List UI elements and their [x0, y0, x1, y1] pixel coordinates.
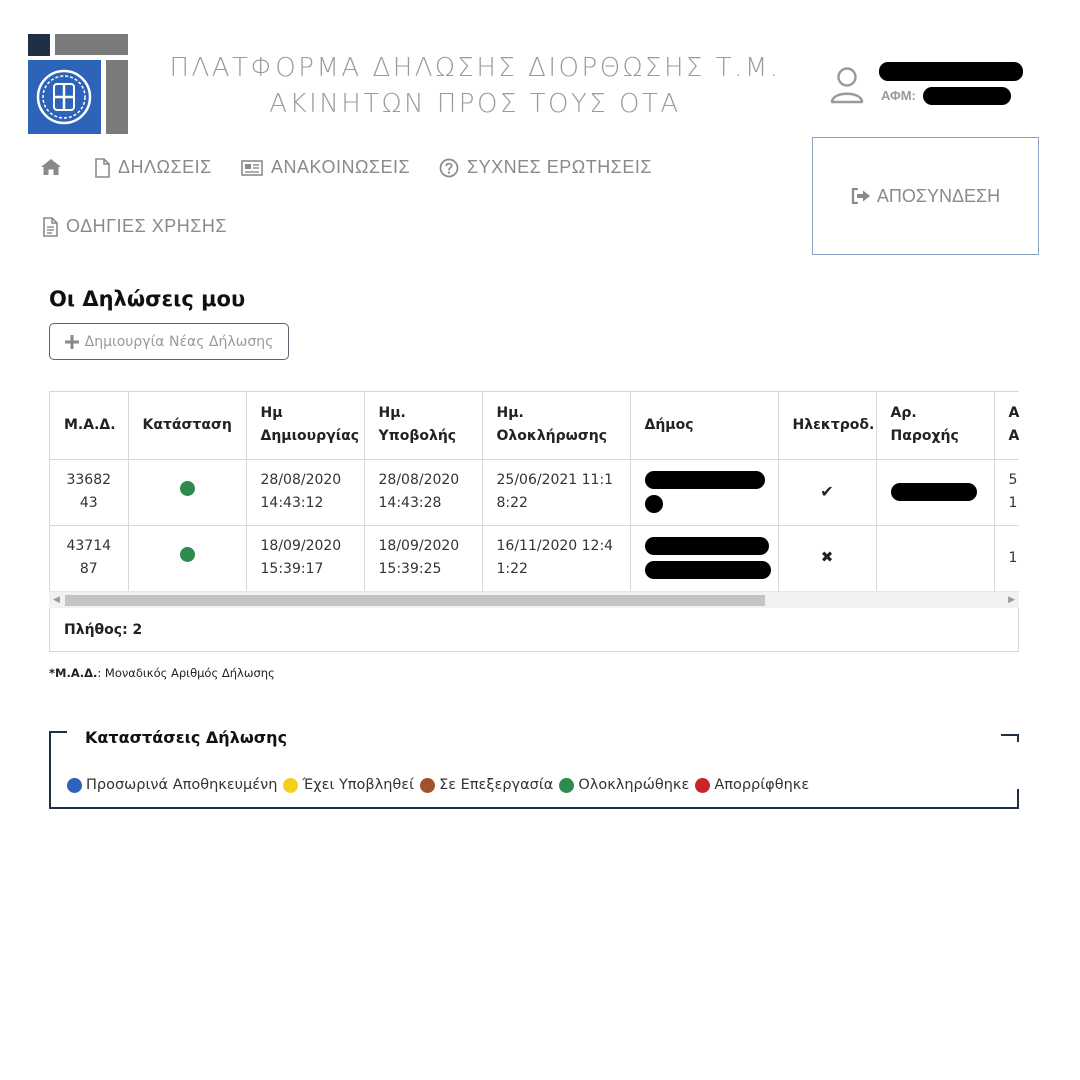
footnote-term: *Μ.Α.Δ. — [49, 666, 98, 680]
legend-item-completed — [559, 777, 689, 793]
cell-electric — [778, 525, 876, 591]
legend-label: Ολοκληρώθηκε — [578, 777, 690, 793]
nav-instructions-label: ΟΔΗΓΙΕΣ ΧΡΗΣΗΣ — [66, 216, 227, 236]
nav-announcements-label: ΑΝΑΚΟΙΝΩΣΕΙΣ — [271, 157, 411, 177]
table-count: Πλήθος: 2 — [49, 608, 1019, 652]
nav-declarations[interactable] — [94, 157, 212, 178]
legend-swatch — [283, 778, 298, 793]
column-header-submitted[interactable]: Ημ. Υποβολής — [364, 392, 482, 459]
column-header-created[interactable]: Ημ Δημιουργίας — [246, 392, 364, 459]
logo-block-grey-side — [106, 60, 128, 134]
greek-emblem-icon — [35, 68, 93, 126]
cell-next: 1 — [994, 525, 1019, 591]
sign-out-icon — [851, 188, 871, 204]
redacted-municipality — [645, 561, 771, 579]
redacted-municipality — [645, 537, 769, 555]
status-legend-panel — [49, 728, 1019, 809]
table-header-row — [50, 392, 1019, 459]
legend-swatch — [695, 778, 710, 793]
legend-border-bottom-right-tick — [1017, 789, 1019, 809]
legend-border-left — [49, 731, 51, 809]
document-icon — [94, 158, 110, 178]
page-title: Οι Δηλώσεις μου — [49, 287, 246, 311]
legend-border-top-left — [49, 731, 67, 733]
site-logo[interactable] — [28, 34, 128, 134]
site-title — [150, 50, 800, 122]
scrollbar-thumb[interactable] — [65, 595, 765, 606]
legend-items — [67, 777, 815, 793]
plus-icon — [65, 335, 79, 349]
afm-value-redacted — [923, 87, 1011, 105]
cell-created: 18/09/2020 15:39:17 — [246, 525, 364, 591]
footnote — [49, 666, 275, 680]
legend-swatch — [559, 778, 574, 793]
cell-mad: 33682 43 — [50, 459, 128, 525]
site-title-line-2: ΑΚΙΝΗΤΩΝ ΠΡΟΣ ΤΟΥΣ ΟΤΑ — [269, 89, 681, 119]
status-dot-completed — [180, 547, 195, 562]
logo-emblem-block — [28, 60, 101, 134]
cell-next: 5 1 — [994, 459, 1019, 525]
cell-status — [128, 459, 246, 525]
legend-label: Έχει Υποβληθεί — [302, 777, 415, 793]
afm-label: ΑΦΜ: — [881, 88, 916, 103]
cell-submitted: 18/09/2020 15:39:25 — [364, 525, 482, 591]
nav-faq[interactable] — [439, 157, 652, 178]
table-row[interactable] — [50, 525, 1019, 591]
column-header-status[interactable]: Κατάσταση — [128, 392, 246, 459]
column-header-municipality[interactable]: Δήμος — [630, 392, 778, 459]
column-header-supply[interactable]: Αρ. Παροχής — [876, 392, 994, 459]
question-circle-icon — [439, 158, 459, 178]
table-row[interactable] — [50, 459, 1019, 525]
footnote-text: : Μοναδικός Αριθμός Δήλωσης — [97, 666, 275, 680]
scroll-left-arrow-icon[interactable]: ◀ — [53, 595, 60, 605]
column-header-electric[interactable]: Ηλεκτροδ. — [778, 392, 876, 459]
redacted-municipality — [645, 471, 765, 489]
user-name-redacted — [879, 62, 1023, 81]
table-horizontal-scrollbar[interactable] — [49, 591, 1019, 608]
home-icon — [40, 157, 62, 177]
file-text-icon — [42, 217, 58, 237]
cell-submitted: 28/08/2020 14:43:28 — [364, 459, 482, 525]
status-dot-completed — [180, 481, 195, 496]
cell-created: 28/08/2020 14:43:12 — [246, 459, 364, 525]
nav-faq-label: ΣΥΧΝΕΣ ΕΡΩΤΗΣΕΙΣ — [467, 157, 652, 177]
nav-announcements[interactable] — [241, 157, 410, 178]
legend-title: Καταστάσεις Δήλωσης — [85, 728, 288, 747]
legend-label: Σε Επεξεργασία — [439, 777, 554, 793]
logout-label: ΑΠΟΣΥΝΔΕΣΗ — [876, 185, 1001, 206]
cell-electric — [778, 459, 876, 525]
newspaper-icon — [241, 160, 263, 176]
redacted-municipality — [645, 495, 663, 513]
logo-block-grey-top — [55, 34, 128, 55]
scroll-right-arrow-icon[interactable]: ▶ — [1008, 595, 1015, 605]
cell-status — [128, 525, 246, 591]
site-title-line-1: ΠΛΑΤΦΟΡΜΑ ΔΗΛΩΣΗΣ ΔΙΟΡΘΩΣΗΣ Τ.Μ. — [169, 53, 781, 83]
cell-municipality — [630, 525, 778, 591]
column-header-mad[interactable]: Μ.Α.Δ. — [50, 392, 128, 459]
nav-instructions[interactable] — [42, 216, 227, 237]
nav-home[interactable] — [40, 157, 62, 177]
cell-completed: 25/06/2021 11:1 8:22 — [482, 459, 630, 525]
legend-label: Απορρίφθηκε — [714, 777, 810, 793]
cell-supply — [876, 459, 994, 525]
column-header-completed[interactable]: Ημ. Ολοκλήρωσης — [482, 392, 630, 459]
cell-completed: 16/11/2020 12:4 1:22 — [482, 525, 630, 591]
legend-swatch — [420, 778, 435, 793]
new-declaration-button[interactable] — [49, 323, 289, 360]
cell-supply — [876, 525, 994, 591]
user-icon[interactable] — [829, 66, 865, 106]
cell-mad: 43714 87 — [50, 525, 128, 591]
column-header-next[interactable]: Α Α — [994, 392, 1019, 459]
check-icon: ✔ — [820, 481, 834, 501]
legend-item-submitted — [283, 777, 414, 793]
redacted-supply-number — [891, 483, 977, 501]
logout-button[interactable] — [812, 137, 1039, 255]
logo-block-dark — [28, 34, 50, 56]
nav-declarations-label: ΔΗΛΩΣΕΙΣ — [118, 157, 212, 177]
new-declaration-label: Δημιουργία Νέας Δήλωσης — [84, 333, 274, 350]
legend-item-processing — [420, 777, 553, 793]
legend-border-top-right-tick — [1017, 734, 1019, 742]
legend-item-draft — [67, 777, 277, 793]
legend-label: Προσωρινά Αποθηκευμένη — [86, 777, 278, 793]
legend-item-rejected — [695, 777, 809, 793]
cell-municipality — [630, 459, 778, 525]
cross-icon: ✖ — [820, 548, 834, 566]
legend-border-bottom — [49, 807, 1019, 809]
legend-swatch — [67, 778, 82, 793]
declarations-table — [49, 391, 1019, 591]
